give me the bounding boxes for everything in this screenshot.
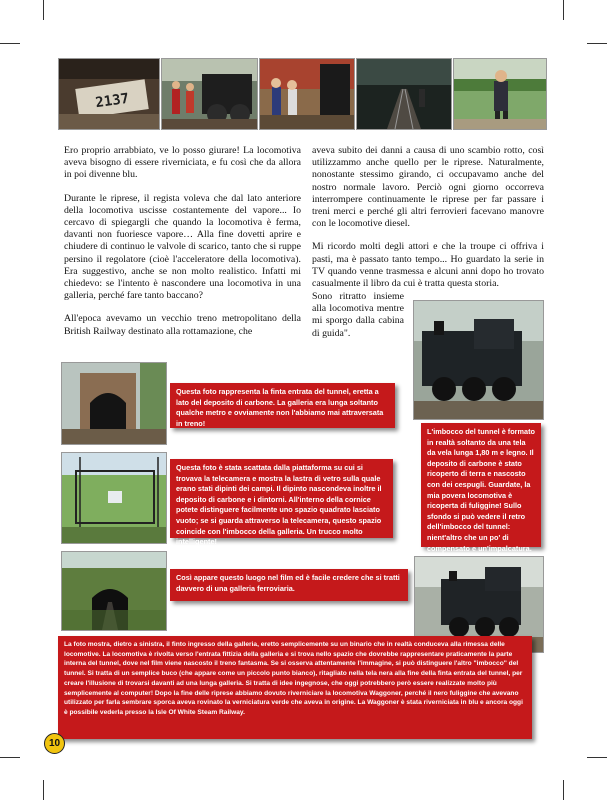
crop-mark	[0, 757, 20, 758]
crop-mark	[587, 43, 607, 44]
caption-platform-view: Questa foto è stata scattata dalla piattaforma su cui si trovava la telecamera e mostra la lastra di vetro sulla quale erano stati dipinti dei campi. Il dipinto nascondeva inoltre il deposito di carbone e i dintorni. All'interno della cornice potete distinguere facilmente uno spazio quadrato lasciato vuoto; se si guarda attraverso la telecamera, questo spazio coincide con l'imbocco della galleria. Un trucco molto intelligente!	[170, 459, 393, 538]
page-number-badge: 10	[44, 733, 65, 754]
article-paragraph: Sono ritratto insieme alla locomotiva mentre mi sporgo dalla cabina di guida".	[312, 291, 404, 339]
photo-people-by-tunnel	[259, 58, 355, 130]
photo-locomotive-steam	[413, 300, 544, 420]
article-paragraph: aveva subito dei danni a causa di uno scambio rotto, così utilizzammo anche quello per le riprese. Naturalmente, nonostante stessimo girando, ci occupavamo anche del nostro normale lavoro. Perciò ogni giorno occorreva interrompere continuamente le riprese per far passare i treni merci e perché gli altri ferrovieri facevano manovre con le locomotive diesel.	[312, 145, 544, 230]
caption-bottom: La foto mostra, dietro a sinistra, il finto ingresso della galleria, eretto semplicemente su un binario che in realtà conduceva alla rimessa delle locomotive. La locomotiva è rivolta verso l'entrata fittizia della galleria e si trova nello spazio che dovrebbe rappresentare praticamente la parte interna del tunnel, dove nel film viene nascosto il treno fantasma. Se si osserva attentamente l'immagine, si può distinguere l'altro "imbocco" del tunnel. Si tratta di un semplice buco (che appare come un piccolo punto bianco), ritagliato nella tela nera alla fine della finta entrata del tunnel, per creare l'illusione di trovarsi davanti ad una lunga galleria. Si tratta di idee ingegnose, che oggi potrebbero però essere realizzate molto più semplicemente al computer! Dopo la fine delle riprese abbiamo dovuto riverniciare la locomotiva Waggoner, perché il nero fuliggine che avevano utilizzato per farla sembrare sporca aveva rovinato la verniciatura verde che aveva in origine. La Waggoner è stata riverniciata in blu e ancora oggi è possibile vederla presso la Isle Of White Steam Railway.	[58, 636, 532, 739]
article-paragraph: Ero proprio arrabbiato, ve lo posso giurare! La locomotiva aveva bisogno di essere riverniciata, e fu così che da allora in poi divenne blu.	[64, 145, 301, 181]
article-left-column	[64, 145, 301, 349]
sign-number-text: 2137	[94, 90, 131, 112]
article-paragraph: Durante le riprese, il regista voleva che dal lato anteriore della locomotiva uscisse costantemente del vapore... Io cercavo di spiegargli che quando la locomotiva è ferma, davanti non fuoriesce vapore… Alla fine dovetti aprire e chiudere di continuo le valvole di scarico, tanto che si ruppe persino il regolatore (cioè l'acceleratore della locomotiva). Era suggestivo, anche se non molto realistico. Infatti mi chiedevo: se l'intento è nascondere una locomotiva in una galleria, perché fare tanto baccano?	[64, 192, 301, 302]
caption-tunnel-facade: Questa foto rappresenta la finta entrata del tunnel, eretta a lato del deposito di carbone. La galleria era lunga soltanto qualche metro e ovviamente non l'abbiamo mai attraversata in treno!	[170, 383, 395, 428]
photo-man-on-platform	[453, 58, 547, 130]
article-paragraph: All'epoca avevamo un vecchio treno metropolitano della British Railway destinato alla rottamazione, che	[64, 313, 301, 337]
article-right-column	[312, 145, 544, 292]
photo-strip	[58, 58, 545, 133]
crop-mark	[587, 757, 607, 758]
article-paragraph: Mi ricordo molti degli attori e che la troupe ci offriva i pasti, ma è passato tanto tempo... Ho guardato la serie in TV quando venne trasmessa e alcuni anni dopo ho trovato casualmente il libro da cui è tratta questa storia.	[312, 241, 544, 290]
article-pull-text	[312, 291, 404, 351]
photo-tunnel-in-film	[61, 551, 167, 631]
caption-tunnel-in-film: Così appare questo luogo nel film ed è facile credere che si tratti davvero di una galleria ferroviaria.	[170, 569, 408, 601]
photo-platform-view	[61, 452, 167, 544]
photo-dark-tunnel-track	[356, 58, 452, 130]
crop-mark	[43, 0, 44, 20]
crop-mark	[43, 780, 44, 800]
crop-mark	[563, 780, 564, 800]
photo-crew-at-locomotive	[161, 58, 258, 130]
photo-train-number-sign	[58, 58, 160, 130]
crop-mark	[563, 0, 564, 20]
caption-tunnel-mouth: L'imbocco del tunnel è formato in realtà soltanto da una tela da vela lunga 1,80 m e legno. Il deposito di carbone è stato ricoperto di terra e nascosto con dei cespugli. Guardate, la mia povera locomotiva è ricoperta di fuliggine! Sullo sfondo si può vedere il retro dell'imbocco del tunnel: nient'altro che un po' di compensato e un'impalcatura.	[421, 423, 541, 547]
photo-tunnel-facade	[61, 362, 167, 445]
crop-mark	[0, 43, 20, 44]
